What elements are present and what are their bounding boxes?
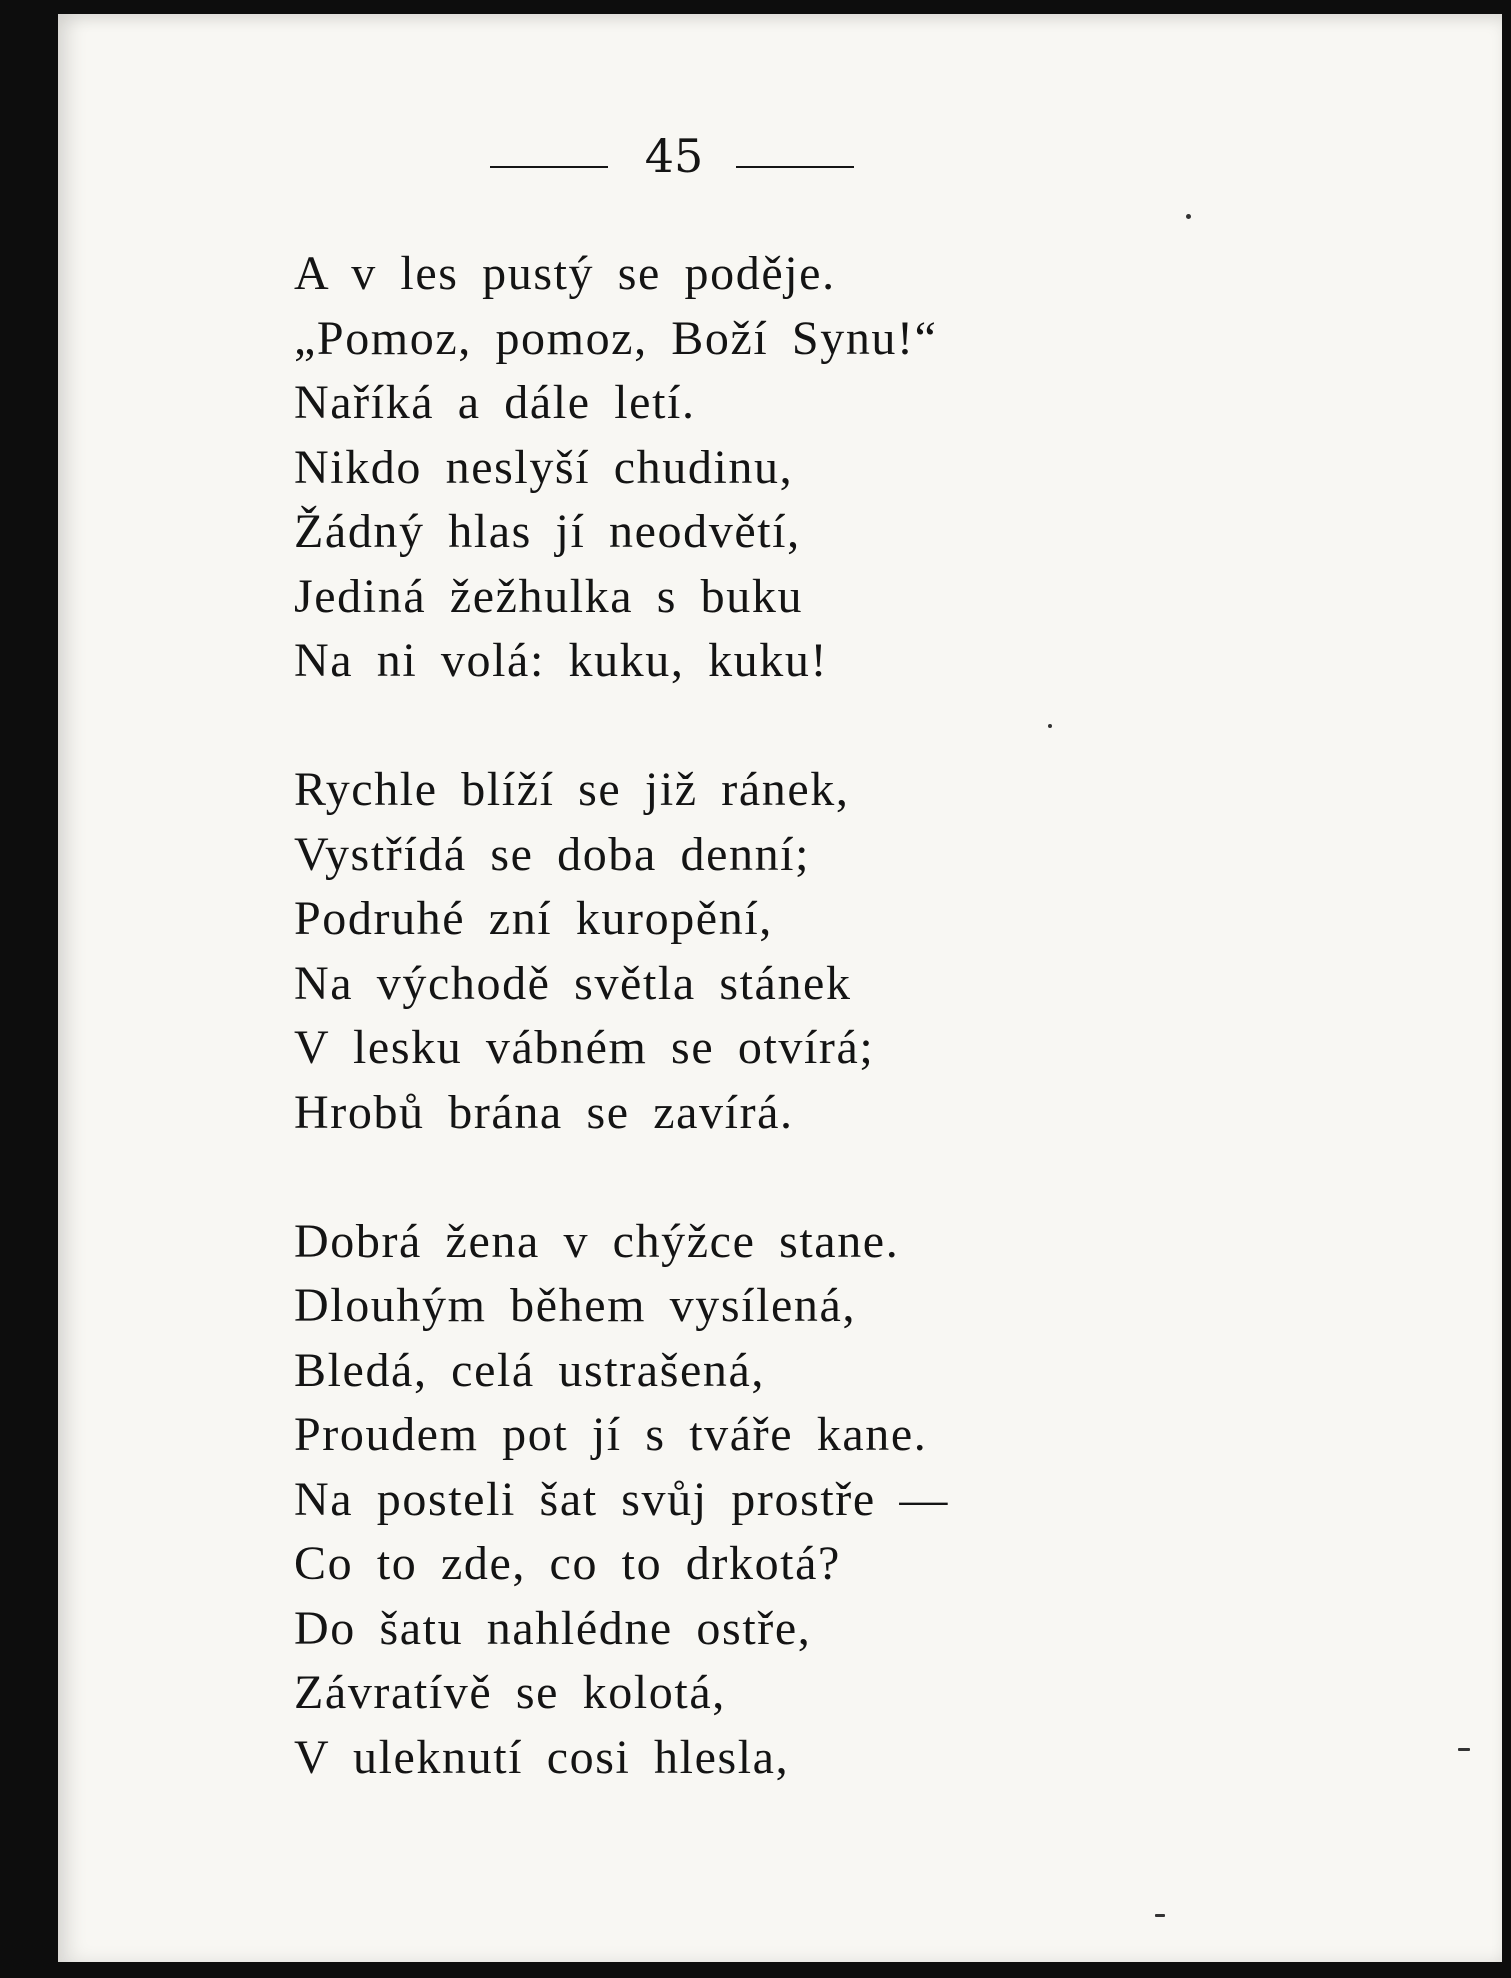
poem-line: A v les pustý se poděje.	[294, 247, 836, 300]
poem-line: Bledá, celá ustrašená,	[294, 1343, 766, 1397]
stanza-2	[294, 758, 1394, 1145]
poem-line: Vystřídá se doba denní;	[294, 827, 811, 881]
poem-line: V uleknutí cosi hlesla,	[294, 1730, 790, 1784]
poem-line: Proudem pot jí s tváře kane.	[294, 1408, 928, 1461]
scan-speck	[1048, 724, 1052, 728]
poem-line: V lesku vábném se otvírá;	[294, 1021, 875, 1074]
stanza-3	[294, 1210, 1394, 1791]
poem-text	[294, 242, 1394, 1790]
poem-line: Na posteli šat svůj prostře —	[294, 1472, 949, 1526]
poem-line: „Pomoz, pomoz, Boží Synu!“	[294, 311, 938, 365]
poem-line: Rychle blíží se již ránek,	[294, 763, 850, 816]
poem-line: Na ni volá: kuku, kuku!	[294, 634, 829, 687]
poem-line: Co to zde, co to drkotá?	[294, 1537, 841, 1590]
poem-line: Do šatu nahlédne ostře,	[294, 1601, 812, 1655]
poem-line: Žádný hlas jí neodvětí,	[294, 505, 801, 558]
page-number: 45	[644, 129, 704, 183]
poem-line: Závratívě se kolotá,	[294, 1666, 726, 1719]
scan-speck	[1458, 1748, 1470, 1751]
page-header	[58, 126, 1502, 186]
poem-line: Jediná žežhulka s buku	[294, 569, 804, 623]
poem-line: Na východě světla stánek	[294, 956, 852, 1010]
poem-line: Dobrá žena v chýžce stane.	[294, 1214, 900, 1268]
stanza-1	[294, 242, 1394, 694]
header-rule-left	[490, 166, 608, 168]
scan-speck	[1155, 1914, 1165, 1917]
poem-line: Nikdo neslyší chudinu,	[294, 440, 794, 494]
scan-speck	[1186, 214, 1191, 219]
header-rule-right	[736, 166, 854, 168]
poem-line: Hrobů brána se zavírá.	[294, 1085, 794, 1139]
book-page	[58, 14, 1502, 1962]
poem-line: Naříká a dále letí.	[294, 376, 696, 429]
poem-line: Dlouhým během vysílená,	[294, 1279, 857, 1332]
poem-line: Podruhé zní kuropění,	[294, 892, 773, 945]
